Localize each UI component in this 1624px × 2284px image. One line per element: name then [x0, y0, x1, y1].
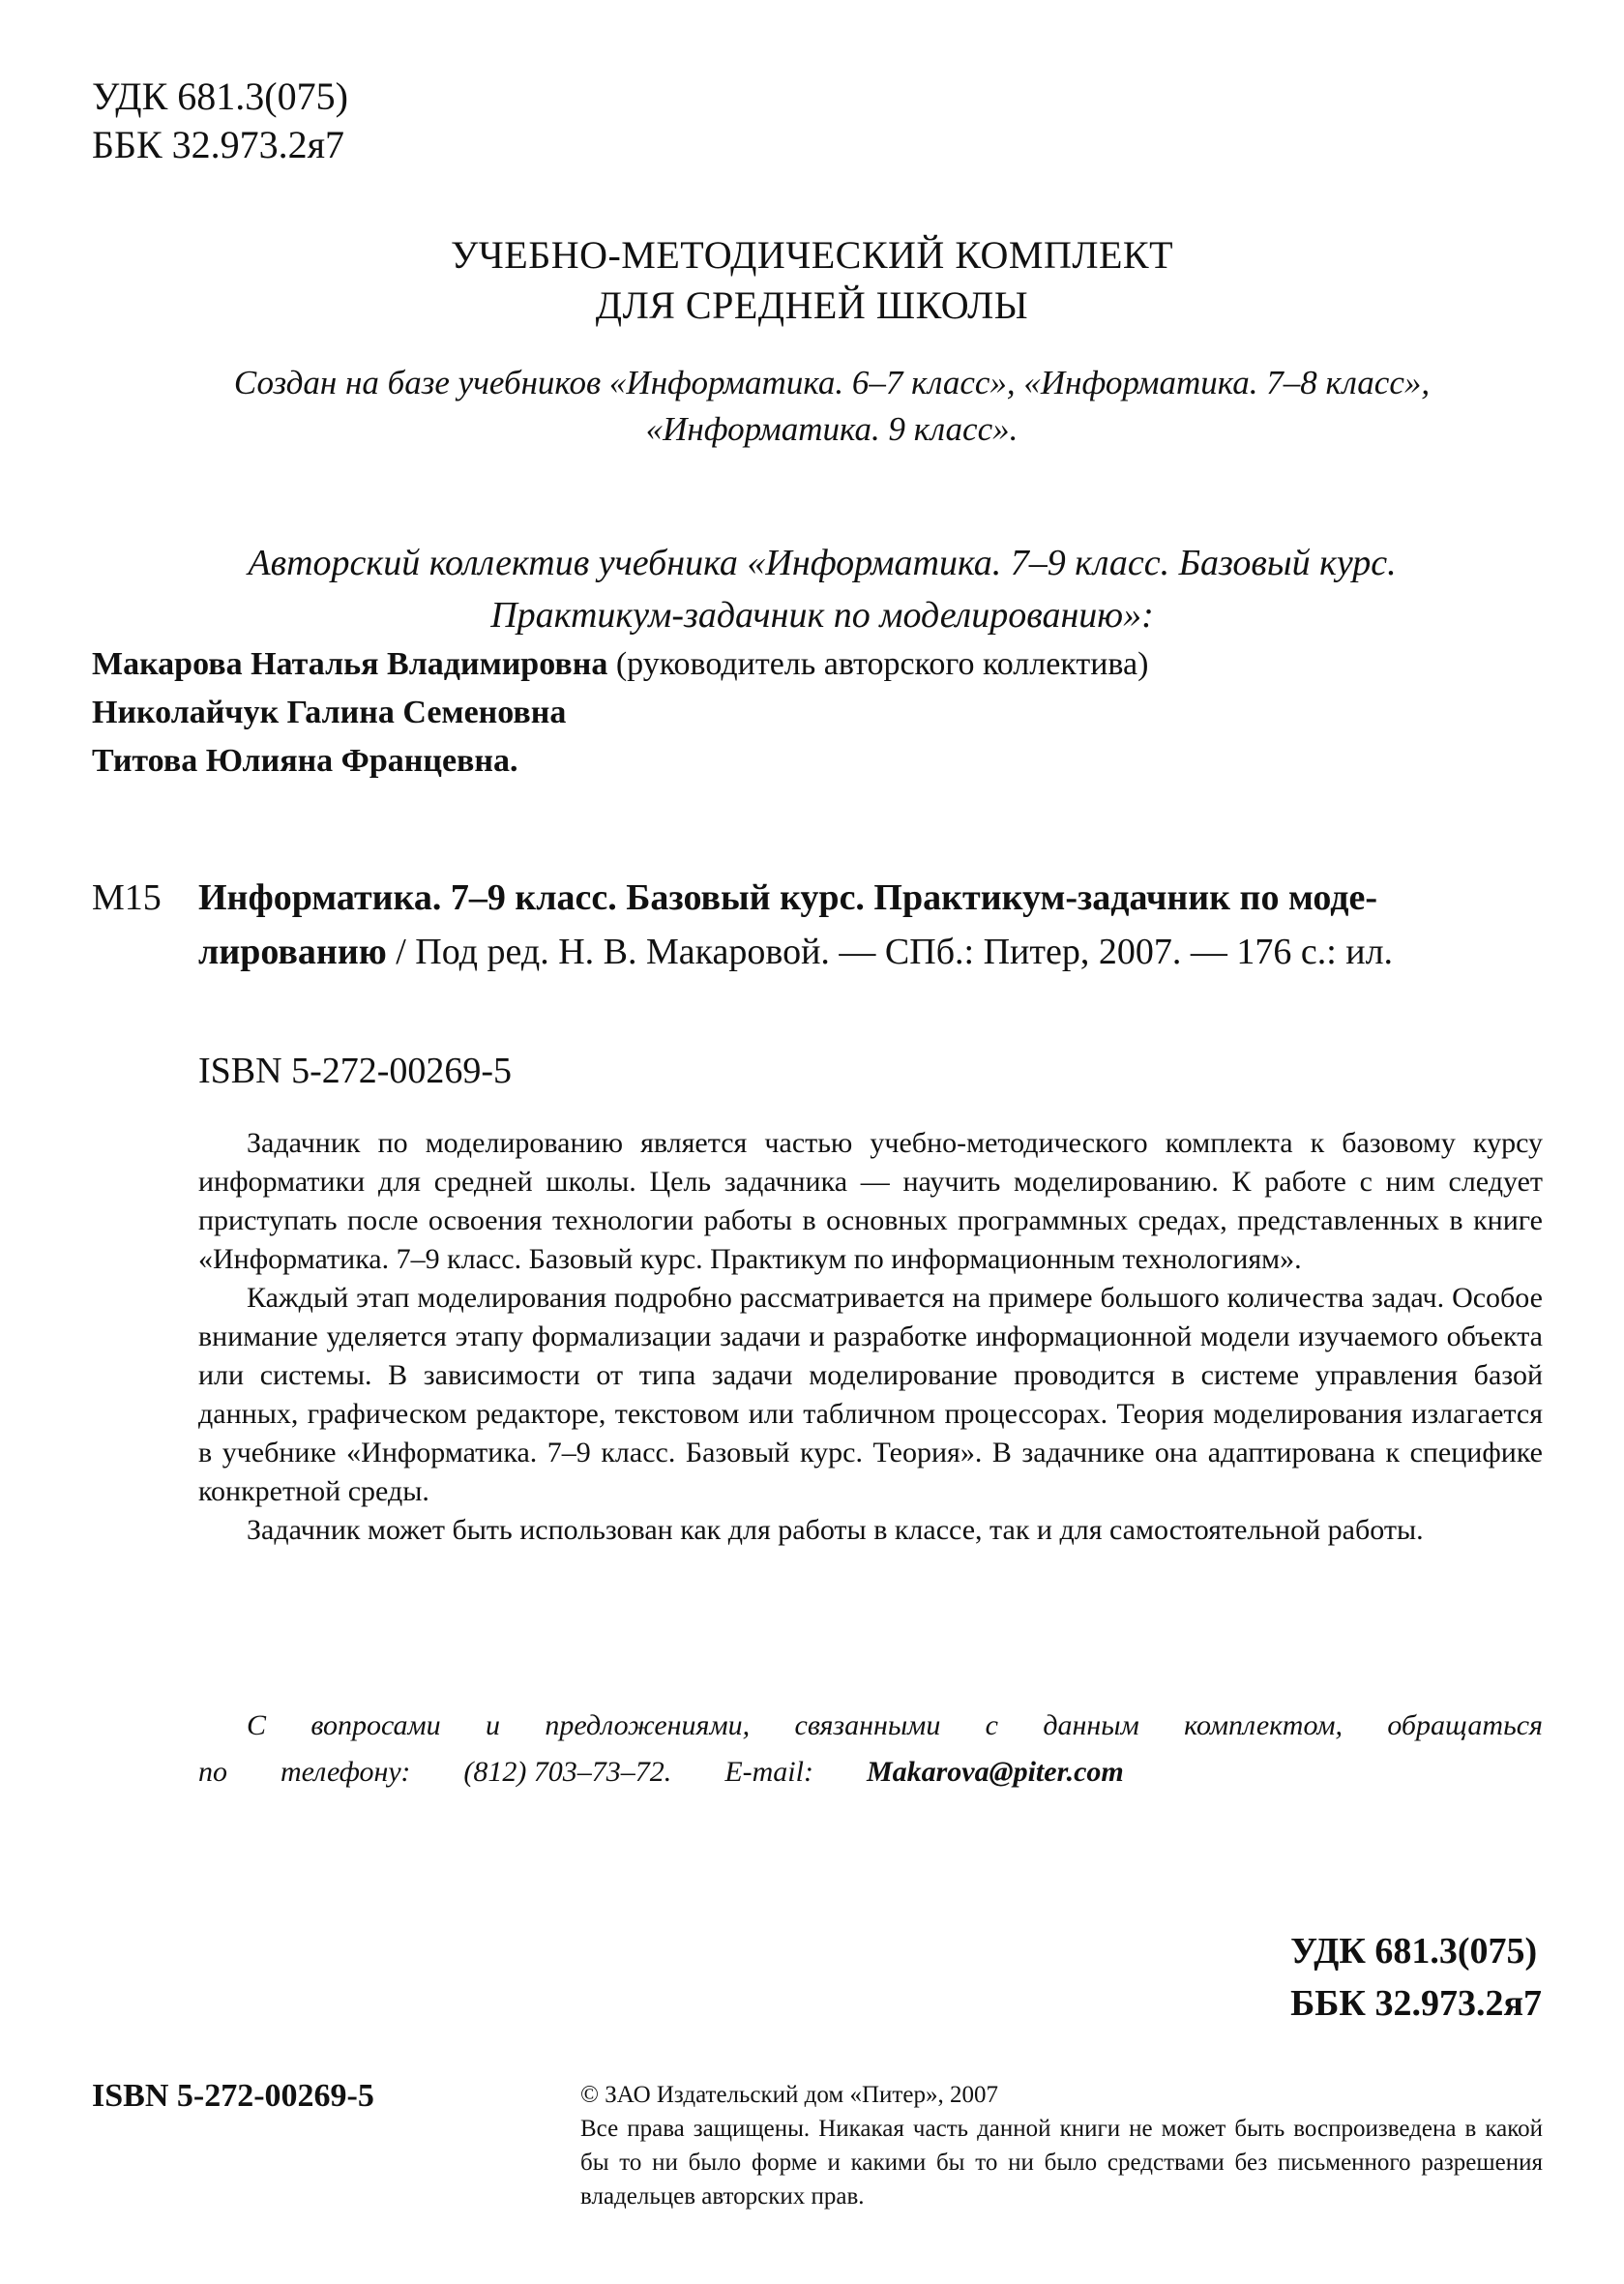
author-name: Макарова Наталья Владимировна: [92, 646, 608, 682]
series-title: [0, 230, 1624, 331]
annotation-paragraph: Задачник может быть использован как для работы в классе, так и для самостоятельной работы.: [247, 1514, 1424, 1546]
book-title-line-2: лированию: [198, 932, 387, 972]
annotation-paragraph: Задачник по моделированию является частью учебно-методического комплекта к базовому курсу информатики для средней школы. Цель задачника — научить моделированию. К работе с ним следует приступать после освоения технологии работы в основных программных средах, представленных в книге «Информатика. 7–9 класс. Базовый курс. Практикум по информационным технологиям».: [198, 1127, 1543, 1275]
udk-code: УДК 681.3(075): [1290, 1931, 1538, 1972]
email-label: E-mail:: [724, 1756, 813, 1788]
annotation: [198, 1124, 1543, 1550]
phone-number: (812) 703–73–72.: [463, 1756, 672, 1788]
authors-list: [92, 640, 1148, 786]
classification-top: [92, 73, 348, 169]
authors-heading: [145, 537, 1499, 641]
phone-label: телефону:: [281, 1756, 411, 1788]
bbk-code: ББК 32.973.2я7: [1290, 1983, 1542, 2024]
email-address[interactable]: Makarova@piter.com: [866, 1756, 1124, 1788]
series-line-1: УЧЕБНО-МЕТОДИЧЕСКИЙ КОМПЛЕКТ: [450, 233, 1174, 277]
based-on-line-2: «Информатика. 9 класс».: [645, 410, 1019, 448]
author-item: [92, 640, 1148, 689]
authors-heading-line-2: Практикум-задачник по моделированию»:: [490, 595, 1154, 636]
bbk-code: ББК 32.973.2я7: [92, 123, 345, 166]
contact-line-2: [198, 1749, 1543, 1795]
author-item: [92, 689, 1148, 737]
udk-code: УДК 681.3(075): [92, 74, 348, 118]
author-mark: М15: [92, 877, 162, 918]
contact-line-1: С вопросами и предложениями, связанными с данным комплектом, обращаться: [247, 1709, 1543, 1741]
classification-bottom: [1290, 1925, 1542, 2030]
author-role: (руководитель авторского коллектива): [607, 646, 1149, 682]
bibliographic-record: [92, 871, 1543, 979]
contact-prefix: по: [198, 1756, 227, 1788]
publication-details: / Под ред. Н. В. Макаровой. — СПб.: Питер, 2007. — 176 с.: ил.: [386, 932, 1394, 972]
author-name: Николайчук Галина Семеновна: [92, 695, 567, 730]
annotation-paragraph: Каждый этап моделирования подробно рассматривается на примере большого количества задач. Особое внимание уделяется этапу формализации задачи и разработке информационной модели изучаемого объекта или системы. В зависимости от типа задачи моделирование проводится в системе управления базой данных, графическом редакторе, текстовом или табличном процессорах. Теория моделирования излагается в учебнике «Информатика. 7–9 класс. Базовый курс. Теория». В задачнике она адаптирована к специфике конкретной среды.: [198, 1282, 1543, 1507]
contact-info: [198, 1703, 1543, 1795]
author-name: Титова Юлияна Францевна.: [92, 743, 518, 779]
based-on-note: [126, 360, 1538, 453]
isbn-bottom: ISBN 5-272-00269-5: [92, 2078, 374, 2114]
copyright-block: [580, 2078, 1543, 2213]
series-line-2: ДЛЯ СРЕДНЕЙ ШКОЛЫ: [595, 283, 1029, 327]
isbn-record: ISBN 5-272-00269-5: [198, 1051, 513, 1091]
rights-notice: Все права защищены. Никакая часть данной книги не может быть воспроизведена в какой бы то ни было форме и какими бы то ни было средствами без письменного разрешения владельцев авторских прав.: [580, 2116, 1543, 2210]
author-item: [92, 737, 1148, 786]
based-on-line-1: Создан на базе учебников «Информатика. 6–7 класс», «Информатика. 7–8 класс»,: [233, 364, 1431, 401]
authors-heading-line-1: Авторский коллектив учебника «Информатика. 7–9 класс. Базовый курс.: [248, 543, 1397, 583]
book-title-line-1: Информатика. 7–9 класс. Базовый курс. Практикум-задачник по моде-: [198, 877, 1377, 918]
copyright-line: © ЗАО Издательский дом «Питер», 2007: [580, 2082, 998, 2108]
